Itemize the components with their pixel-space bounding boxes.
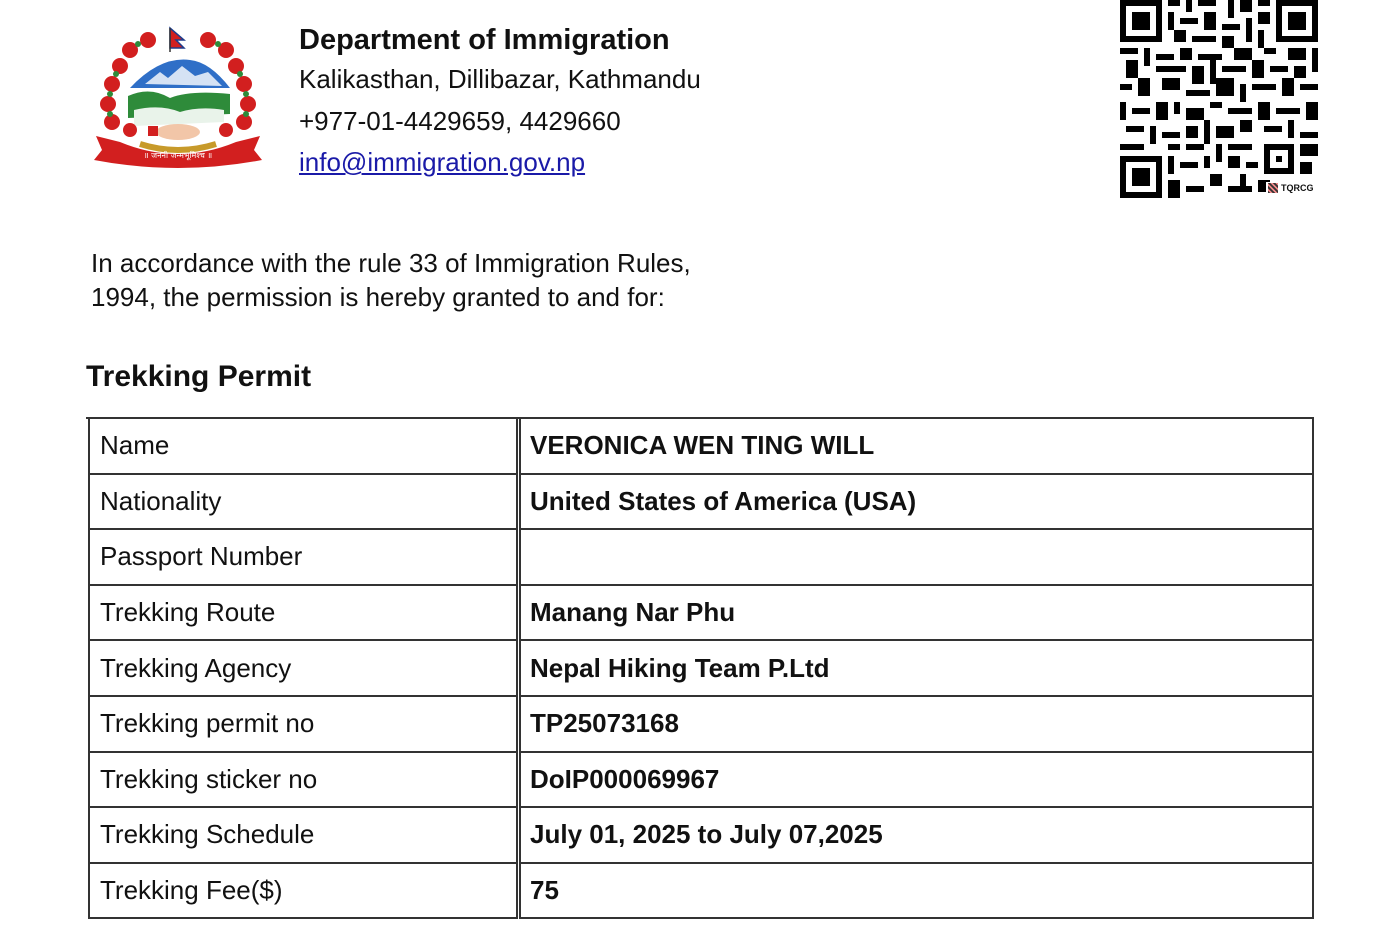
email-link[interactable]: info@immigration.gov.np xyxy=(299,147,586,177)
header-block xyxy=(299,22,701,182)
table-row-passport xyxy=(86,530,1314,586)
row-value xyxy=(519,530,1314,586)
qr-brand-text: TQRCG xyxy=(1281,183,1314,193)
row-value: July 01, 2025 to July 07,2025 xyxy=(519,808,1314,864)
table-row-schedule xyxy=(86,808,1314,864)
phone-text: +977-01-4429659, 4429660 xyxy=(299,106,621,136)
row-label: Trekking Agency xyxy=(88,641,518,697)
table-row-sticker-no xyxy=(86,753,1314,809)
table-row-nationality xyxy=(86,475,1314,531)
row-value: VERONICA WEN TING WILL xyxy=(519,419,1314,475)
table-row-name xyxy=(86,419,1314,475)
intro-line-1: In accordance with the rule 33 of Immigration Rules, xyxy=(91,248,691,278)
row-label: Nationality xyxy=(88,475,518,531)
row-label: Trekking Fee($) xyxy=(88,864,518,920)
address-text: Kalikasthan, Dillibazar, Kathmandu xyxy=(299,64,701,94)
row-value: TP25073168 xyxy=(519,697,1314,753)
qr-brand-label xyxy=(1266,182,1316,194)
intro-paragraph xyxy=(91,246,791,314)
svg-text:॥ जननी जन्मभूमिश्च ॥: ॥ जननी जन्मभूमिश्च ॥ xyxy=(143,151,213,160)
row-value: Manang Nar Phu xyxy=(519,586,1314,642)
row-label: Passport Number xyxy=(88,530,518,586)
table-row-route xyxy=(86,586,1314,642)
row-value: Nepal Hiking Team P.Ltd xyxy=(519,641,1314,697)
intro-line-2: 1994, the permission is hereby granted to and for: xyxy=(91,282,665,312)
row-label: Trekking Route xyxy=(88,586,518,642)
row-value: 75 xyxy=(519,864,1314,920)
qr-brand-icon xyxy=(1268,183,1278,193)
table-row-agency xyxy=(86,641,1314,697)
row-value: United States of America (USA) xyxy=(519,475,1314,531)
nepal-coat-of-arms-icon xyxy=(90,26,266,172)
row-label: Trekking Schedule xyxy=(88,808,518,864)
table-row-permit-no xyxy=(86,697,1314,753)
permit-title: Trekking Permit xyxy=(86,360,312,393)
permit-table xyxy=(86,417,1314,919)
qr-code-icon xyxy=(1120,0,1318,198)
row-label: Name xyxy=(88,419,518,475)
table-row-fee xyxy=(86,864,1314,920)
row-label: Trekking permit no xyxy=(88,697,518,753)
department-title: Department of Immigration xyxy=(299,24,670,56)
row-label: Trekking sticker no xyxy=(88,753,518,809)
row-value: DoIP000069967 xyxy=(519,753,1314,809)
